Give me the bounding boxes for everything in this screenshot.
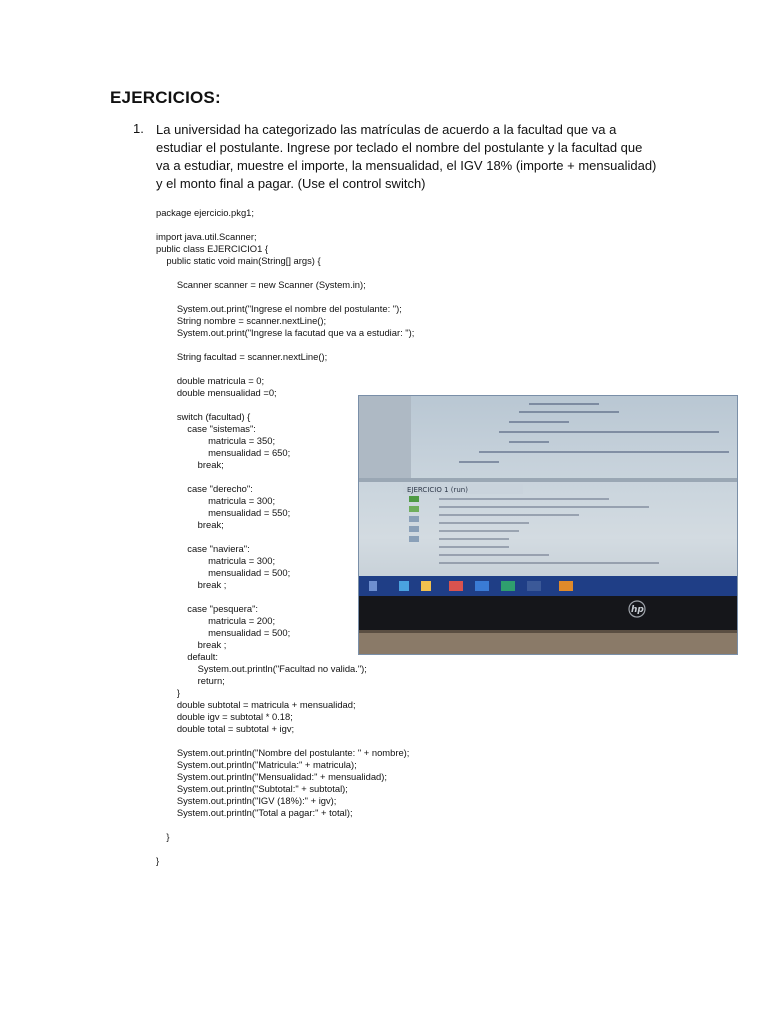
- code-line: [156, 219, 414, 231]
- exercise-statement: [156, 121, 666, 193]
- editor-gutter: [359, 396, 411, 478]
- output-tab-label: EJERCICIO 1 (run): [407, 486, 468, 494]
- code-line: System.out.println("Total a pagar:" + total);: [156, 807, 353, 818]
- code-line: import java.util.Scanner;: [156, 231, 257, 242]
- code-line: matricula = 300;: [156, 495, 276, 506]
- code-line: Scanner scanner = new Scanner (System.in);: [156, 279, 366, 290]
- code-line: double igv = subtotal * 0.18;: [156, 711, 293, 722]
- code-line: double matricula = 0;: [156, 375, 265, 386]
- exercise-line: y el monto final a pagar. (Use el control switch): [156, 176, 426, 191]
- code-line: [156, 819, 414, 831]
- code-line: case "naviera":: [156, 543, 250, 554]
- code-line: mensualidad = 550;: [156, 507, 291, 518]
- code-line: break ;: [156, 639, 227, 650]
- code-line: [156, 339, 414, 351]
- code-line: double subtotal = matricula + mensualidad;: [156, 699, 356, 710]
- hp-logo-text: hp: [631, 605, 644, 615]
- photo-scene: [359, 396, 738, 655]
- ide-screen-photo: [358, 395, 738, 655]
- desk-surface: [359, 630, 738, 655]
- code-line: System.out.println("Matricula:" + matricula);: [156, 759, 357, 770]
- code-line: System.out.print("Ingrese el nombre del postulante: ");: [156, 303, 402, 314]
- code-line: System.out.println("IGV (18%):" + igv);: [156, 795, 337, 806]
- code-line: String facultad = scanner.nextLine();: [156, 351, 328, 362]
- code-line: String nombre = scanner.nextLine();: [156, 315, 327, 326]
- monitor-bezel: [359, 596, 738, 630]
- code-line: matricula = 350;: [156, 435, 276, 446]
- code-line: }: [156, 687, 180, 698]
- code-line: System.out.println("Facultad no valida.");: [156, 663, 367, 674]
- code-line: public class EJERCICIO1 {: [156, 243, 269, 254]
- exercise-line: va a estudiar, muestre el importe, la mensualidad, el IGV 18% (importe + mensualidad): [156, 158, 657, 173]
- code-line: System.out.println("Subtotal:" + subtotal);: [156, 783, 348, 794]
- code-line: matricula = 300;: [156, 555, 276, 566]
- code-line: }: [156, 855, 160, 866]
- code-line: mensualidad = 500;: [156, 567, 291, 578]
- code-line: break ;: [156, 579, 227, 590]
- exercise-line: La universidad ha categorizado las matrículas de acuerdo a la facultad que va a: [156, 122, 617, 137]
- code-line: return;: [156, 675, 225, 686]
- code-line: matricula = 200;: [156, 615, 276, 626]
- code-line: [156, 735, 414, 747]
- code-line: double total = subtotal + igv;: [156, 723, 295, 734]
- code-line: case "sistemas":: [156, 423, 256, 434]
- code-line: public static void main(String[] args) {: [156, 255, 321, 266]
- code-line: [156, 843, 414, 855]
- code-line: [156, 267, 414, 279]
- code-line: mensualidad = 650;: [156, 447, 291, 458]
- code-line: [156, 291, 414, 303]
- code-line: [156, 363, 414, 375]
- code-line: case "pesquera":: [156, 603, 259, 614]
- code-line: System.out.println("Nombre del postulante: " + nombre);: [156, 747, 410, 758]
- exercise-number: 1.: [133, 121, 144, 136]
- run-toolbar: [409, 496, 419, 542]
- code-line: default:: [156, 651, 219, 662]
- page-heading: EJERCICIOS:: [110, 88, 221, 107]
- code-line: double mensualidad =0;: [156, 387, 277, 398]
- code-line: System.out.print("Ingrese la facutad que va a estudiar: ");: [156, 327, 415, 338]
- exercise-line: estudiar el postulante. Ingrese por teclado el nombre del postulante y la facultad que: [156, 140, 643, 155]
- code-line: mensualidad = 500;: [156, 627, 291, 638]
- code-line: }: [156, 831, 170, 842]
- code-line: break;: [156, 519, 224, 530]
- code-line: switch (facultad) {: [156, 411, 251, 422]
- taskbar: [359, 576, 738, 596]
- code-line: case "derecho":: [156, 483, 253, 494]
- code-line: System.out.println("Mensualidad:" + mensualidad);: [156, 771, 387, 782]
- code-line: package ejercicio.pkg1;: [156, 207, 254, 218]
- code-line: break;: [156, 459, 224, 470]
